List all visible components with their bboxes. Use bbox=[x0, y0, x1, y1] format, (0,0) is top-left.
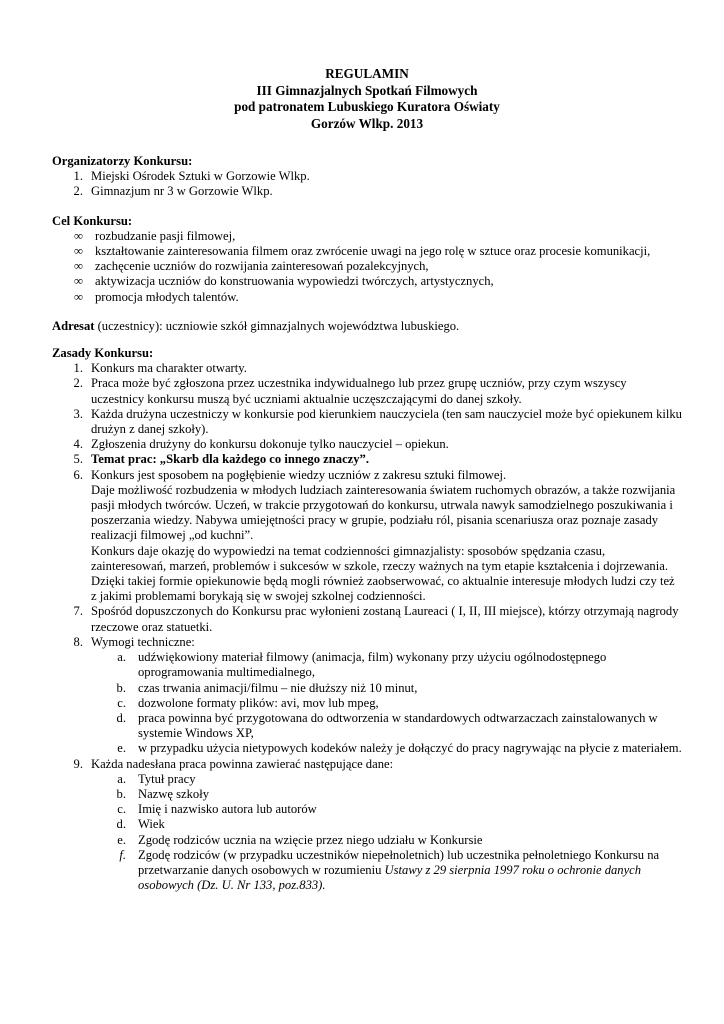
item-letter: b. bbox=[116, 786, 126, 801]
law-citation: Ustawy z 29 sierpnia 1997 roku o ochronie danych osobowych (Dz. U. Nr 133, poz.833). bbox=[138, 862, 642, 893]
list-item bbox=[52, 361, 682, 376]
item-letter: d. bbox=[116, 710, 126, 725]
list-item bbox=[108, 650, 682, 680]
list-item bbox=[52, 376, 682, 406]
item-letter: a. bbox=[117, 771, 126, 786]
list-item bbox=[52, 244, 682, 259]
list-item bbox=[52, 259, 682, 274]
list-item bbox=[108, 696, 682, 711]
technical-requirements-list bbox=[108, 650, 682, 756]
infinity-bullet-icon: ∞ bbox=[74, 289, 83, 304]
item-number: 1. bbox=[73, 361, 83, 376]
list-item bbox=[52, 229, 682, 244]
item-text: Tytuł pracy bbox=[138, 771, 196, 786]
item-number: 2. bbox=[73, 184, 83, 199]
item-text: Wiek bbox=[138, 817, 165, 832]
list-item bbox=[52, 290, 682, 305]
list-item bbox=[108, 817, 682, 832]
item-letter: e. bbox=[117, 741, 126, 756]
required-data-list bbox=[108, 772, 682, 894]
list-item bbox=[108, 741, 682, 756]
addressee-paragraph bbox=[52, 319, 682, 334]
document-page bbox=[52, 66, 682, 893]
item-text: czas trwania animacji/filmu – nie dłuższy niż 10 minut, bbox=[138, 680, 418, 695]
item-number: 1. bbox=[73, 169, 83, 184]
item-text bbox=[138, 848, 682, 894]
item-text: Miejski Ośrodek Sztuki w Gorzowie Wlkp. bbox=[91, 169, 310, 184]
item-text: Temat prac: „Skarb dla każdego co innego znaczy”. bbox=[91, 452, 369, 467]
list-item bbox=[52, 274, 682, 289]
list-item bbox=[108, 833, 682, 848]
list-item bbox=[52, 452, 682, 467]
title-line-2: III Gimnazjalnych Spotkań Filmowych bbox=[256, 82, 478, 98]
item-text: praca powinna być przygotowana do odtworzenia w standardowych odtwarzaczach zainstalowanych w systemie Windows XP, bbox=[138, 710, 658, 741]
item-text: zachęcenie uczniów do rozwijania zainteresowań pozalekcyjnych, bbox=[95, 259, 429, 274]
item-letter: d. bbox=[116, 817, 126, 832]
item-letter: f. bbox=[119, 847, 126, 862]
title-line-4: Gorzów Wlkp. 2013 bbox=[310, 115, 424, 131]
rules-list bbox=[52, 361, 682, 483]
item-text: w przypadku użycia nietypowych kodeków należy je dołączyć do pracy nagrywając na płycie z materiałem. bbox=[138, 741, 682, 756]
item-text: aktywizacja uczniów do konstruowania wypowiedzi twórczych, artystycznych, bbox=[95, 274, 494, 289]
addressee-text: (uczestnicy): uczniowie szkół gimnazjalnych województwa lubuskiego. bbox=[94, 318, 460, 333]
organizers-heading: Organizatorzy Konkursu: bbox=[52, 154, 193, 168]
item-number: 3. bbox=[73, 406, 83, 421]
item-text: Spośród dopuszczonych do Konkursu prac wyłonieni zostaną Laureaci ( I, II, III miejsce), którzy otrzymają nagrody rzeczowe oraz statuetki. bbox=[91, 604, 679, 634]
item-text: promocja młodych talentów. bbox=[95, 289, 239, 304]
item-text: kształtowanie zainteresowania filmem oraz zwrócenie uwagi na jego rolę w sztuce oraz procesie komunikacji, bbox=[95, 244, 651, 259]
list-item bbox=[108, 681, 682, 696]
item-number: 7. bbox=[73, 604, 83, 619]
item-letter: b. bbox=[116, 680, 126, 695]
item-letter: a. bbox=[117, 650, 126, 665]
list-item bbox=[52, 407, 682, 437]
rules-heading: Zasady Konkursu: bbox=[52, 346, 154, 361]
item-text: Każda drużyna uczestniczy w konkursie pod kierunkiem nauczyciela (ten sam nauczyciel może być opiekunem kilku drużyn z danej szkoły). bbox=[91, 406, 682, 437]
item-text: rozbudzanie pasji filmowej, bbox=[95, 228, 236, 243]
item-text: Imię i nazwisko autora lub autorów bbox=[138, 802, 317, 817]
item-number: 6. bbox=[73, 467, 83, 482]
item-number: 9. bbox=[73, 756, 83, 771]
item-number: 2. bbox=[73, 376, 83, 391]
infinity-bullet-icon: ∞ bbox=[74, 228, 83, 243]
item-letter: c. bbox=[117, 802, 126, 817]
item-text: Praca może być zgłoszona przez uczestnika indywidualnego lub przez grupę uczniów, przy czym wszyscy uczestnicy konkursu muszą być uczniami aktualnie uczęszczającymi do danej szkoły. bbox=[91, 376, 627, 406]
item-text: Gimnazjum nr 3 w Gorzowie Wlkp. bbox=[91, 184, 273, 199]
item-number: 5. bbox=[73, 452, 83, 467]
item-text: udźwiękowiony materiał filmowy (animacja, film) wykonany przy użyciu ogólnodostępnego oprogramowania multimedialnego, bbox=[138, 650, 607, 680]
list-item bbox=[108, 848, 682, 894]
item-number: 8. bbox=[73, 634, 83, 649]
rule-6-paragraph-1: Daje możliwość rozbudzenia w młodych ludziach zainteresowania światem ruchomych obrazów, a także rozwijania pasji młodych twórców. Uczeń, w trakcie przygotowań do konkursu, utrwala nawyk samodzielnego poszukiwania i poszerzania wiedzy. Nabywa umiejętności pracy w grupie, podziału ról, pisania scenariusza oraz poznaje zasady realizacji filmowej „od kuchni”. bbox=[91, 482, 676, 543]
item-letter: e. bbox=[117, 832, 126, 847]
item-text: Nazwę szkoły bbox=[138, 786, 209, 801]
rules-list-final bbox=[52, 757, 682, 772]
item-text: dozwolone formaty plików: avi, mov lub mpeg, bbox=[138, 695, 379, 710]
item-text: Zgłoszenia drużyny do konkursu dokonuje tylko nauczyciel – opiekun. bbox=[91, 437, 449, 452]
infinity-bullet-icon: ∞ bbox=[74, 274, 83, 289]
list-item bbox=[52, 437, 682, 452]
list-item bbox=[108, 802, 682, 817]
infinity-bullet-icon: ∞ bbox=[74, 259, 83, 274]
item-letter: c. bbox=[117, 695, 126, 710]
list-item bbox=[52, 635, 682, 650]
item-text: Konkurs ma charakter otwarty. bbox=[91, 361, 247, 376]
document-title bbox=[52, 66, 682, 132]
list-item bbox=[108, 711, 682, 741]
list-item bbox=[52, 468, 682, 483]
organizers-list bbox=[52, 169, 682, 199]
rules-list-continued bbox=[52, 604, 682, 650]
addressee-label: Adresat bbox=[52, 318, 95, 333]
consent-text: Zgodę rodziców (w przypadku uczestników niepełnoletnich) lub uczestnika pełnoletniego Konkursu na przetwarzanie danych osobowych w rozumieniu bbox=[138, 847, 660, 877]
list-item bbox=[52, 169, 682, 184]
title-line-3: pod patronatem Lubuskiego Kuratora Oświaty bbox=[234, 99, 500, 114]
goals-heading: Cel Konkursu: bbox=[52, 213, 133, 228]
item-text: Zgodę rodziców ucznia na wzięcie przez niego udziału w Konkursie bbox=[138, 832, 483, 847]
rule-6-paragraph-2: Konkurs daje okazję do wypowiedzi na temat codzienności gimnazjalisty: sposobów spędzania czasu, zainteresowań, marzeń, problemów i sukcesów w szkole, rzeczy ważnych na tym etapie kształcenia i dojrzewania. Dzięki takiej formie opiekunowie będą mogli również zaobserwować, co aktualnie interesuje młodych ludzi czy też z jakimi problemami borykają się w swojej szkolnej codzienności. bbox=[91, 543, 675, 604]
infinity-bullet-icon: ∞ bbox=[74, 244, 83, 259]
item-text: Każda nadesłana praca powinna zawierać następujące dane: bbox=[91, 756, 394, 771]
item-number: 4. bbox=[73, 437, 83, 452]
list-item bbox=[108, 787, 682, 802]
list-item bbox=[52, 757, 682, 772]
list-item bbox=[52, 604, 682, 634]
item-text: Konkurs jest sposobem na pogłębienie wiedzy uczniów z zakresu sztuki filmowej. bbox=[91, 467, 507, 482]
title-line-1: REGULAMIN bbox=[325, 66, 409, 81]
list-item bbox=[52, 184, 682, 199]
goals-list bbox=[52, 229, 682, 305]
item-text: Wymogi techniczne: bbox=[91, 634, 195, 649]
list-item bbox=[108, 772, 682, 787]
